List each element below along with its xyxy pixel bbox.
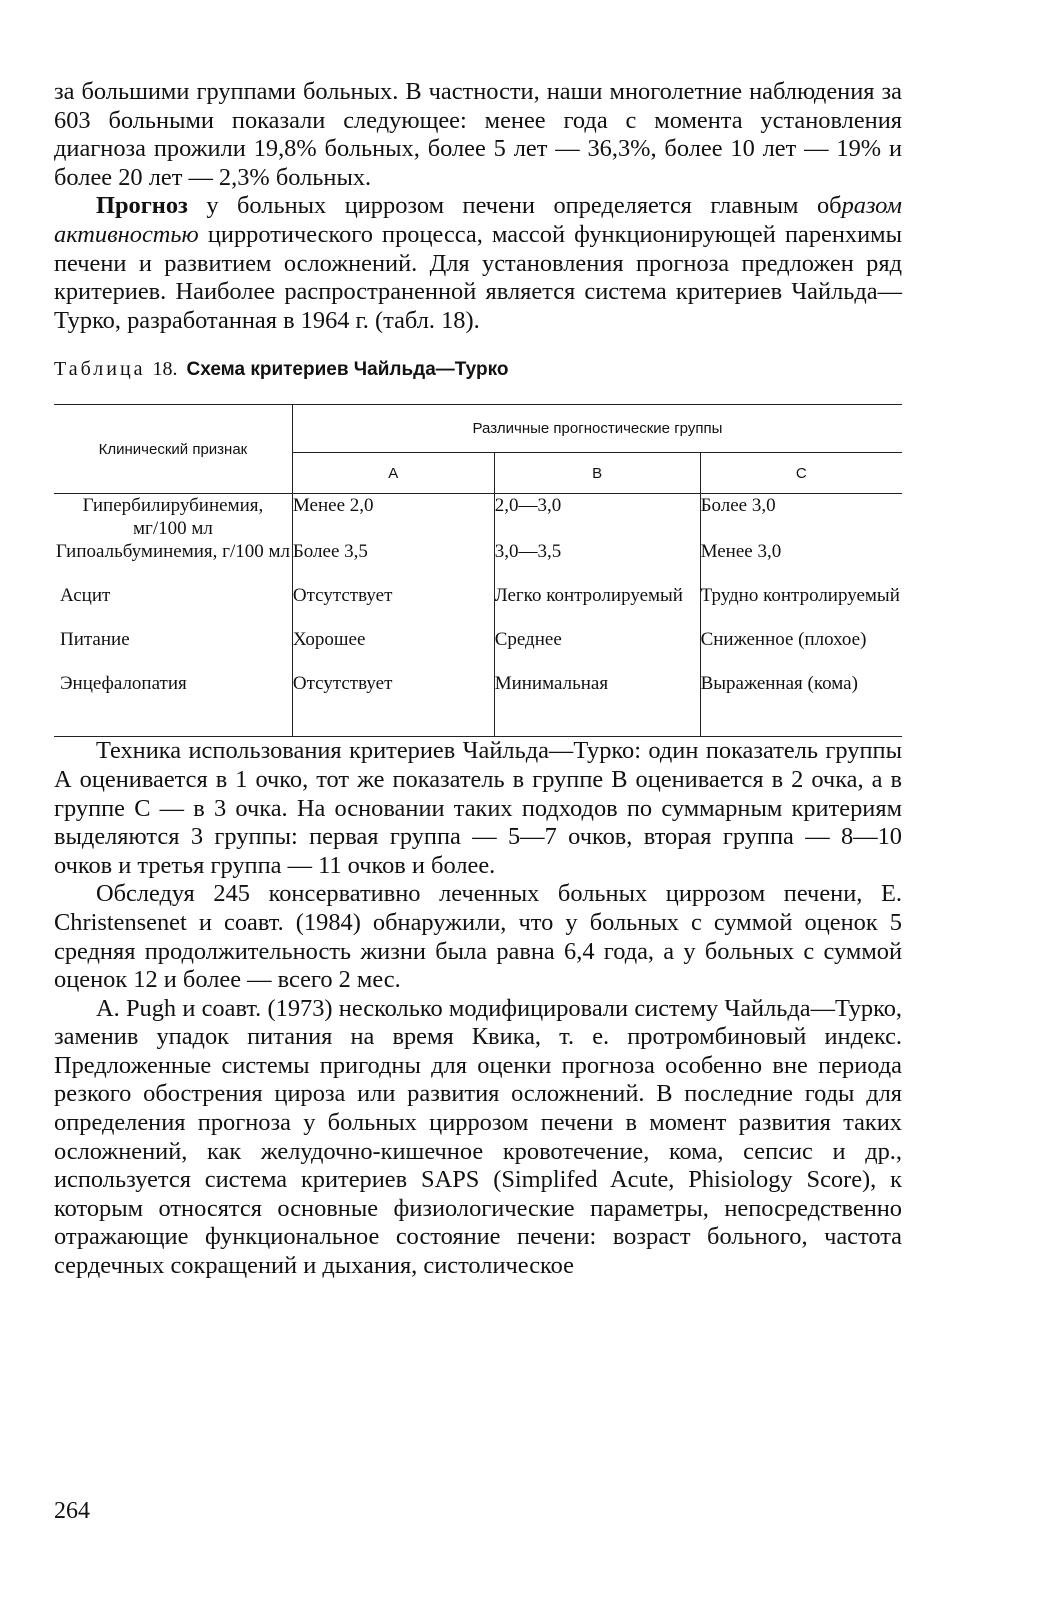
row-value-c: Менее 3,0 (700, 540, 902, 584)
row-value-a: Менее 2,0 (292, 494, 494, 541)
paragraph-5: A. Pugh и соавт. (1973) несколько модифицировали систему Чайльда—Турко, заменив упадок питания на время Квика, т. е. протромбиновый индекс. Предложенные системы пригодны для оценки прогноза особенно вне периода резкого обострения цироза или развития осложнений. В последние годы для определения прогноза у больных циррозом печени в момент развития таких осложнений, как желудочно-кишечное кровотечение, кома, сепсис и др., используется система критериев SAPS (Simplifed Acute, Phisiology Score), к которым относятся основные физиологические параметры, непосредственно отражающие функциональное состояние печени: возраст больного, частота сердечных сокращений и дыхания, систолическое (54, 994, 902, 1280)
row-feature: Гипоальбуминемия, г/100 мл (55, 541, 290, 563)
row-value-b: Минимальная (494, 672, 700, 737)
page-body (54, 78, 902, 1281)
row-value-b: Среднее (494, 628, 700, 672)
row-value-a: Более 3,5 (292, 540, 494, 584)
paragraph-2 (54, 192, 902, 335)
header-group-a: A (292, 452, 494, 493)
header-group-c: C (700, 452, 902, 493)
table-caption-title: Схема критериев Чайльда—Турко (186, 359, 509, 381)
row-value-a: Отсутствует (292, 672, 494, 737)
paragraph-2-rest: цирротического процесса, массой функционирующей паренхимы печени и развитием осложнений. Для установления прогноза предложен ряд критериев. Наиболее распространенной является система критериев Чайльда—Турко, разработанная в 1964 г. (табл. 18). (54, 220, 902, 334)
header-group-b: B (494, 452, 700, 493)
paragraph-2-italic: разом активностью (54, 192, 902, 248)
paragraph-1: за большими группами больных. В частности, наши многолетние наблюдения за 603 больными показали следующее: менее года с момента установления диагноза прожили 19,8% больных, более 5 лет — 36,3%, более 10 лет — 19% и более 20 лет — 2,3% больных. (54, 78, 902, 191)
header-prognostic-groups: Различные прогностические группы (292, 405, 902, 453)
row-feature: Питание (60, 629, 130, 651)
paragraph-2-middle: у больных циррозом печени определяется главным об (187, 192, 842, 220)
table-row (54, 628, 902, 672)
table-row (54, 672, 902, 737)
table-row (54, 540, 902, 584)
table-caption-number: 18. (152, 358, 178, 381)
table-caption-label: Таблица (54, 358, 146, 381)
row-value-a: Хорошее (292, 628, 494, 672)
criteria-table (54, 404, 902, 737)
row-value-c: Более 3,0 (700, 494, 902, 541)
paragraph-2-lead: Прогноз (96, 192, 188, 220)
page-number: 264 (54, 1498, 90, 1524)
row-feature: Асцит (60, 585, 111, 607)
row-value-c: Выраженная (кома) (700, 672, 902, 737)
row-value-b: 2,0—3,0 (494, 494, 700, 541)
row-value-b: 3,0—3,5 (494, 540, 700, 584)
row-value-b: Легко контролируемый (494, 584, 700, 628)
row-value-c: Сниженное (плохое) (700, 628, 902, 672)
table-row (54, 584, 902, 628)
row-feature: Гипербилирубинемия, мг/100 мл (82, 495, 264, 540)
row-value-c: Трудно контролируемый (700, 584, 902, 628)
row-value-a: Отсутствует (292, 584, 494, 628)
paragraph-4: Обследуя 245 консервативно леченных больных циррозом печени, E. Christensenet и соавт. (1984) обнаружили, что у больных с суммой оценок 5 средняя продолжительность жизни была равна 6,4 года, а у больных с суммой оценок 12 и более — всего 2 мес. (54, 880, 902, 994)
paragraph-3: Техника использования критериев Чайльда—Турко: один показатель группы А оценивается в 1 очко, тот же показатель в группе В оценивается в 2 очка, а в группе С — в 3 очка. На основании таких подходов по суммарным критериям выделяются 3 группы: первая группа — 5—7 очков, вторая группа — 8—10 очков и третья группа — 11 очков и более. (54, 737, 902, 879)
table-row (54, 494, 902, 541)
row-feature: Энцефалопатия (54, 672, 292, 737)
table-caption (54, 357, 902, 382)
header-clinical-feature: Клинический признак (54, 405, 292, 494)
